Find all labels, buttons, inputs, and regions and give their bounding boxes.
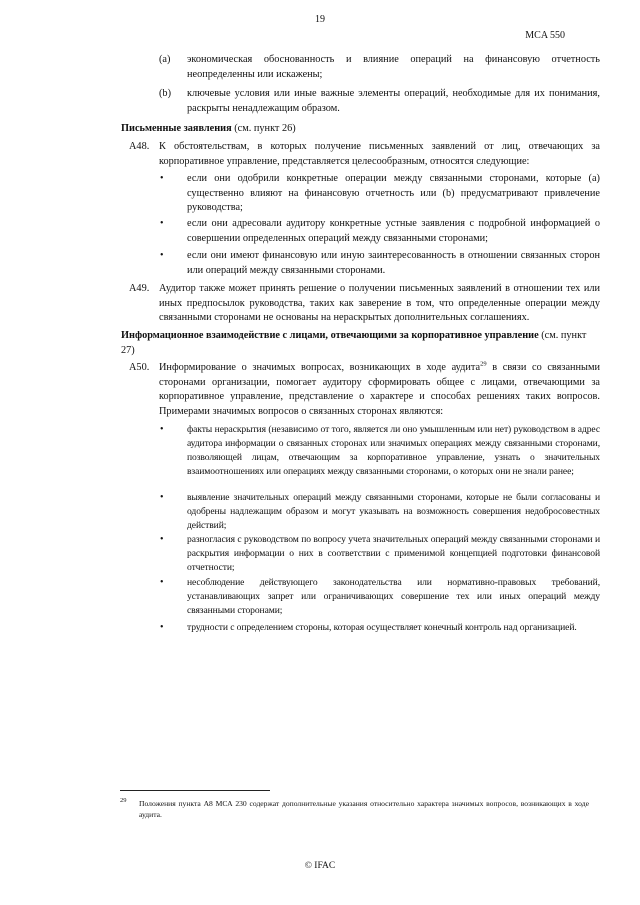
bullet-icon: •: [160, 534, 164, 545]
bullet-icon: •: [160, 250, 164, 261]
section-heading-ref: (см. пункт 27): [121, 330, 587, 356]
section-heading-communication: [121, 329, 601, 358]
bullet-icon: •: [160, 492, 164, 503]
copyright-footer: © IFAC: [304, 861, 336, 871]
section-heading-written-representations: [121, 122, 601, 137]
a50-bullet-3: разногласия с руководством по вопросу учета значительных операций между связанными сторонами и раскрытия информации о них в соответствии с применимой концепцией подготовки финансовой отчетности;: [187, 534, 600, 573]
a48-bullet-1: если они одобрили конкретные операции между связанными сторонами, которые (а) существенно влияют на финансовую отчетность или (b) предусматривают привлечение руководства;: [187, 173, 600, 213]
a50-bullet-2: выявление значительных операций между связанными сторонами, которые не были согласованы и одобрены надлежащим образом и могут указывать на возможность совершения недобросовестных действий;: [187, 492, 600, 531]
paragraph-number-a49: A49.: [129, 283, 150, 294]
section-heading-title: Письменные заявления: [121, 123, 232, 134]
paragraph-a50: [159, 361, 600, 419]
bullet-icon: •: [160, 577, 164, 588]
bullet-icon: •: [160, 424, 164, 435]
a48-bullet-3: если они имеют финансовую или иную заинтересованность в отношении связанных сторон или операций между связанными сторонами.: [187, 250, 600, 276]
bullet-icon: •: [160, 622, 164, 633]
bullet-icon: •: [160, 173, 164, 184]
bullet-icon: •: [160, 218, 164, 229]
page-number: 19: [315, 14, 325, 25]
footnote-number: 29: [120, 797, 127, 804]
item-text-a: экономическая обоснованность и влияние операций на финансовую отчетность неопределенны или искажены;: [187, 54, 600, 80]
paragraph-a48: К обстоятельствам, в которых получение письменных заявлений от лиц, отвечающих за корпоративное управление, представляется целесообразным, относятся следующие:: [159, 141, 600, 167]
a50-bullet-1: факты нераскрытия (независимо от того, является ли оно умышленным или нет) руководством в адрес аудитора информации о связанных сторонах или значимых операциях между связанными сторонами, позволяющей лицам, отвечающим за корпоративное управление, узнать о значительных взаимоотношениях или операциях между связанными сторонами, о которых они не знали ранее;: [187, 424, 600, 477]
a48-bullet-2: если они адресовали аудитору конкретные устные заявления с подробной информацией о совершении определенных операций между связанными сторонами;: [187, 218, 600, 244]
a50-bullet-5: трудности с определением стороны, которая осуществляет конечный контроль над организацией.: [187, 622, 577, 633]
section-heading-title: Информационное взаимодействие с лицами, отвечающими за корпоративное управление: [121, 330, 539, 341]
a50-text-part-1: Информирование о значимых вопросах, возникающих в ходе аудита: [159, 362, 481, 373]
paragraph-number-a48: A48.: [129, 141, 150, 152]
standard-reference: MCA 550: [525, 30, 565, 41]
item-label-b: (b): [159, 88, 172, 99]
paragraph-a49: Аудитор также может принять решение о получении письменных заявлений в отношении тех или иных предпосылок руководства, таких как заверение в том, что определенные операции между связанными сторонами не основаны на нераскрытых дополнительных соглашениях.: [159, 283, 600, 323]
item-text-b: ключевые условия или иные важные элементы операций, необходимые для их понимания, раскрыты ненадлежащим образом.: [187, 88, 600, 114]
a50-text-part-2: в связи со связанными сторонами организации, помогает аудитору сформировать общее с лицами, отвечающими за корпоративное управление, представление о характере и способах решениях таких вопросов. Примерами значимых вопросов о связанных сторонах являются:: [159, 362, 600, 417]
a50-bullet-4: несоблюдение действующего законодательства или нормативно-правовых требований, устанавливающих запрет или ограничивающих совершение тех или иных операций между связанными сторонами;: [187, 577, 600, 616]
item-label-a: (a): [159, 54, 171, 65]
footnote-reference: 29: [480, 360, 487, 368]
footnote-separator: [120, 790, 270, 791]
footnote-text: Положения пункта А8 МСА 230 содержат дополнительные указания относительно характера значимых вопросов, возникающих в ходе аудита.: [139, 799, 589, 819]
paragraph-number-a50: A50.: [129, 362, 150, 373]
section-heading-ref: (см. пункт 26): [231, 123, 296, 134]
